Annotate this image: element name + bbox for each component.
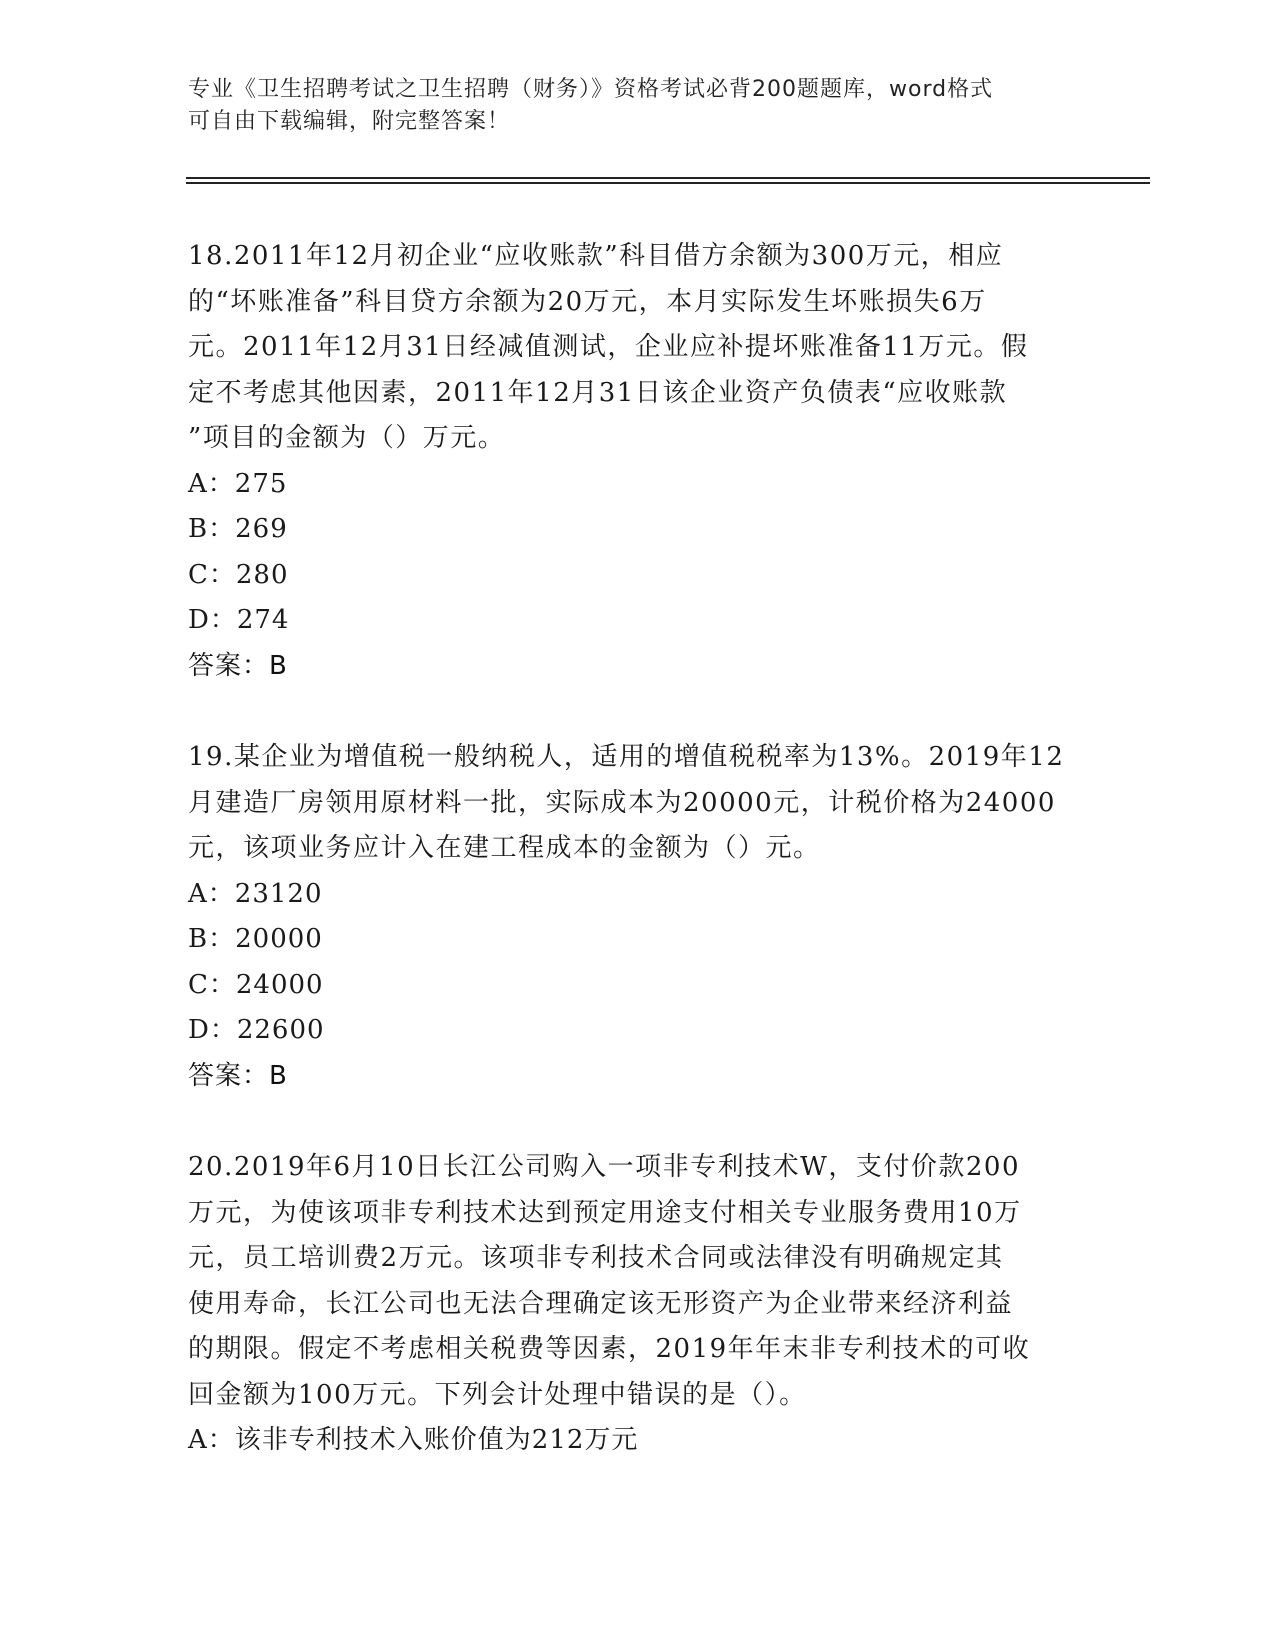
header-line-2: 可自由下载编辑，附完整答案！ — [188, 109, 511, 134]
option-d: D：274 — [188, 605, 290, 635]
option-b: B：20000 — [188, 924, 323, 954]
stem-line: ”项目的金额为（）万元。 — [188, 423, 506, 453]
stem-line: 定不考虑其他因素，2011年12月31日该企业资产负债表“应收账款 — [188, 377, 1008, 408]
option-a: A：275 — [188, 468, 288, 499]
question-stem — [188, 1145, 1088, 1418]
option-b: B：269 — [188, 514, 288, 544]
answer: 答案：B — [188, 1060, 288, 1091]
option-c: C：24000 — [188, 969, 324, 1000]
stem-line: 月建造厂房领用原材料一批，实际成本为20000元，计税价格为24000 — [188, 787, 1056, 818]
option-a: A：23120 — [188, 878, 323, 909]
answer: 答案：B — [188, 650, 288, 681]
stem-line: 20.2019年6月10日长江公司购入一项非专利技术W，支付价款200 — [188, 1152, 1020, 1182]
stem-line: 使用寿命，长江公司也无法合理确定该无形资产为企业带来经济利益 — [188, 1288, 1014, 1319]
stem-line: 18.2011年12月初企业“应收账款”科目借方余额为300万元，相应 — [188, 241, 1004, 271]
stem-line: 元。2011年12月31日经减值测试，企业应补提坏账准备11万元。假 — [188, 332, 1029, 362]
stem-line: 的“坏账准备”科目贷方余额为20万元，本月实际发生坏账损失6万 — [188, 286, 987, 317]
header-line-1: 专业《卫生招聘考试之卫生招聘（财务）》资格考试必背200题题库，word格式 — [188, 77, 994, 102]
question-20 — [188, 1145, 1088, 1464]
stem-line: 万元，为使该项非专利技术达到预定用途支付相关专业服务费用10万 — [188, 1197, 1022, 1228]
document-header — [188, 74, 1068, 138]
stem-line: 回金额为100万元。下列会计处理中错误的是（）。 — [188, 1379, 807, 1410]
question-stem — [188, 234, 1088, 462]
question-18 — [188, 234, 1088, 689]
question-19 — [188, 735, 1088, 1099]
header-divider-top — [186, 177, 1150, 179]
option-d: D：22600 — [188, 1015, 325, 1045]
header-divider-bottom — [186, 182, 1150, 184]
option-a: A：该非专利技术入账价值为212万元 — [188, 1425, 639, 1455]
option-c: C：280 — [188, 559, 289, 590]
question-stem — [188, 735, 1088, 872]
stem-line: 元，该项业务应计入在建工程成本的金额为（）元。 — [188, 833, 821, 863]
stem-line: 元，员工培训费2万元。该项非专利技术合同或法律没有明确规定其 — [188, 1243, 1004, 1273]
stem-line: 19.某企业为增值税一般纳税人，适用的增值税税率为13%。2019年12 — [188, 742, 1065, 772]
stem-line: 的期限。假定不考虑相关税费等因素，2019年年末非专利技术的可收 — [188, 1334, 1031, 1364]
